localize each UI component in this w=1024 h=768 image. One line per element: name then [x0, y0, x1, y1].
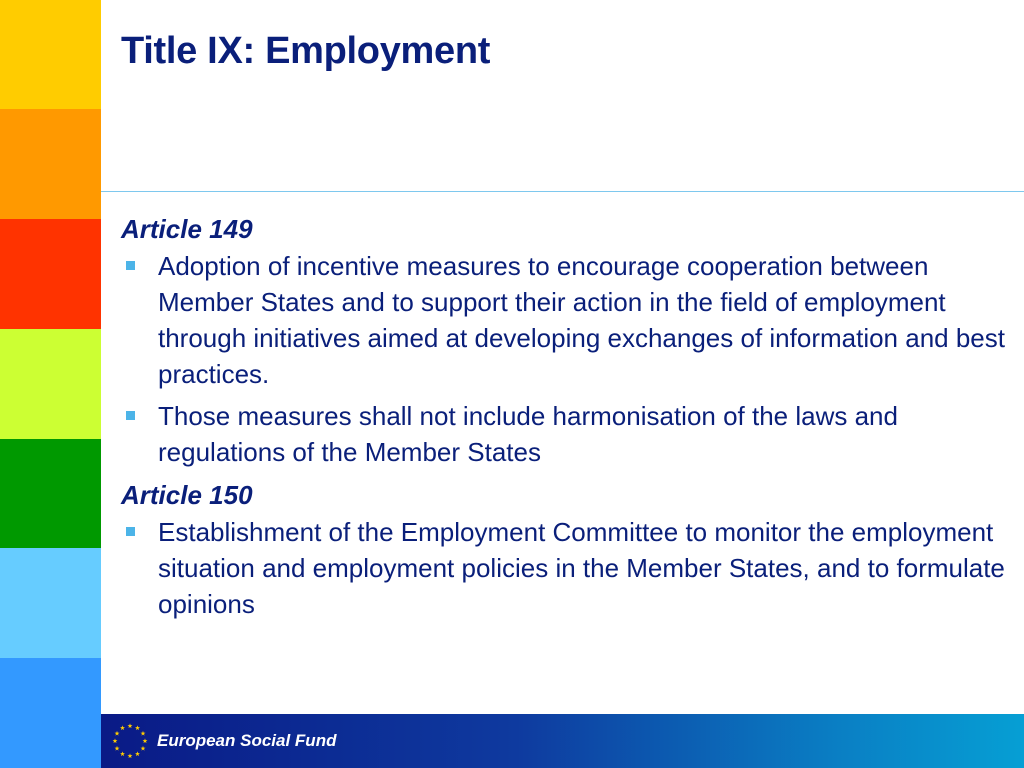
bullet-text: Establishment of the Employment Committee to monitor the employment situation and employment policies in the Member States, and to formulate opinions [158, 517, 1005, 619]
flag-star-icon [135, 751, 140, 756]
bullet-list [121, 514, 1011, 622]
article-heading: Article 149 [121, 214, 253, 244]
color-stripes [0, 0, 101, 768]
footer-bar [101, 714, 1024, 768]
flag-star-icon [128, 753, 133, 758]
flag-star-icon [143, 738, 148, 743]
list-item [121, 514, 1011, 622]
stripe-red [0, 219, 101, 329]
stripe-light-blue [0, 548, 101, 658]
footer-label: European Social Fund [157, 731, 337, 750]
flag-star-icon [115, 731, 120, 736]
stripe-orange [0, 109, 101, 219]
list-item [121, 248, 1011, 392]
slide-body [121, 210, 1011, 628]
square-bullet-icon [126, 261, 135, 270]
bullet-list [121, 248, 1011, 470]
flag-star-icon [113, 738, 118, 743]
title-divider [101, 191, 1024, 192]
flag-star-icon [141, 746, 146, 751]
list-item [121, 398, 1011, 470]
eu-flag-icon [109, 720, 151, 762]
square-bullet-icon [126, 411, 135, 420]
flag-star-icon [115, 746, 120, 751]
stripe-lime [0, 329, 101, 439]
flag-star-icon [120, 725, 125, 730]
flag-star-icon [135, 725, 140, 730]
flag-star-icon [128, 723, 133, 728]
stripe-blue [0, 658, 101, 768]
stripe-green [0, 439, 101, 548]
bullet-text: Adoption of incentive measures to encourage cooperation between Member States and to support their action in the field of employment through initiatives aimed at developing exchanges of information and best practices. [158, 251, 1005, 389]
bullet-text: Those measures shall not include harmonisation of the laws and regulations of the Member States [158, 401, 898, 467]
article-heading: Article 150 [121, 480, 253, 510]
stripe-yellow [0, 0, 101, 109]
flag-star-icon [141, 731, 146, 736]
flag-star-icon [120, 751, 125, 756]
slide-title: Title IX: Employment [121, 30, 491, 72]
square-bullet-icon [126, 527, 135, 536]
